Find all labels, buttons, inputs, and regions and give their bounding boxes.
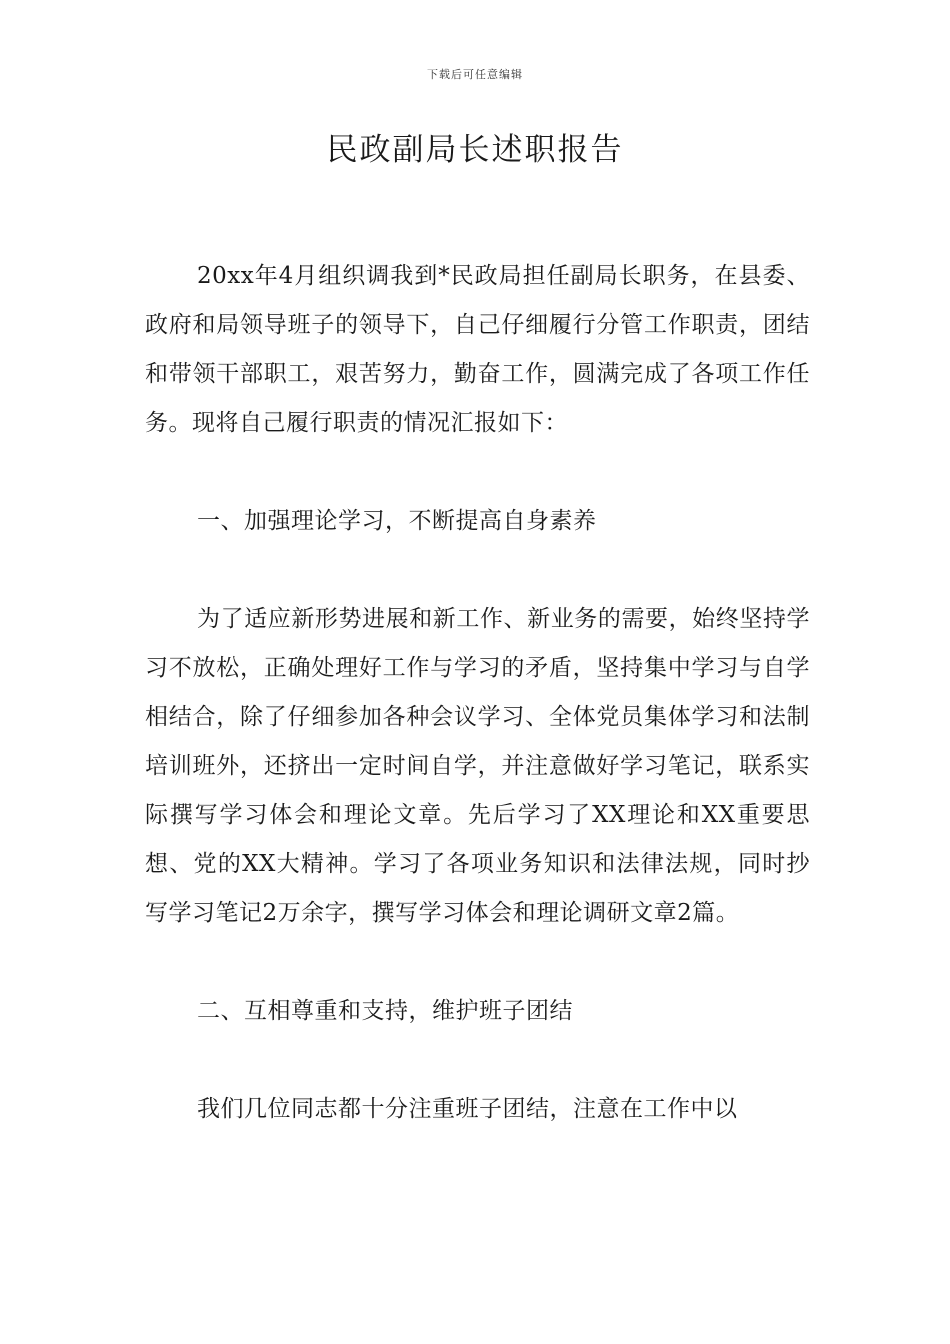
page-header-note: 下载后可任意编辑 bbox=[427, 68, 523, 81]
spacer bbox=[145, 938, 810, 987]
document-title: 民政副局长述职报告 bbox=[326, 132, 624, 168]
intro-paragraph: 20xx年4月组织调我到*民政局担任副局长职务，在县委、政府和局领导班子的领导下，自己仔细履行分管工作职责，团结和带领干部职工，艰苦努力，勤奋工作，圆满完成了各项工作任务。现将自己履行职责的情况汇报如下： bbox=[145, 263, 810, 436]
section-1-paragraph: 为了适应新形势进展和新工作、新业务的需要，始终坚持学习不放松，正确处理好工作与学习的矛盾，坚持集中学习与自学相结合，除了仔细参加各种会议学习、全体党员集体学习和法制培训班外，还挤出一定时间自学，并注意做好学习笔记，联系实际撰写学习体会和理论文章。先后学习了XX理论和XX重要思想、党的XX大精神。学习了各项业务知识和法律法规，同时抄写学习笔记2万余字，撰写学习体会和理论调研文章2篇。 bbox=[145, 606, 810, 926]
section-heading-1: 一、加强理论学习，不断提高自身素养 bbox=[197, 508, 597, 534]
spacer bbox=[145, 448, 810, 497]
document-body bbox=[145, 252, 810, 1134]
spacer bbox=[145, 1036, 810, 1085]
section-heading-2: 二、互相尊重和支持，维护班子团结 bbox=[197, 998, 573, 1024]
section-2-paragraph: 我们几位同志都十分注重班子团结，注意在工作中以 bbox=[197, 1096, 738, 1122]
spacer bbox=[145, 546, 810, 595]
